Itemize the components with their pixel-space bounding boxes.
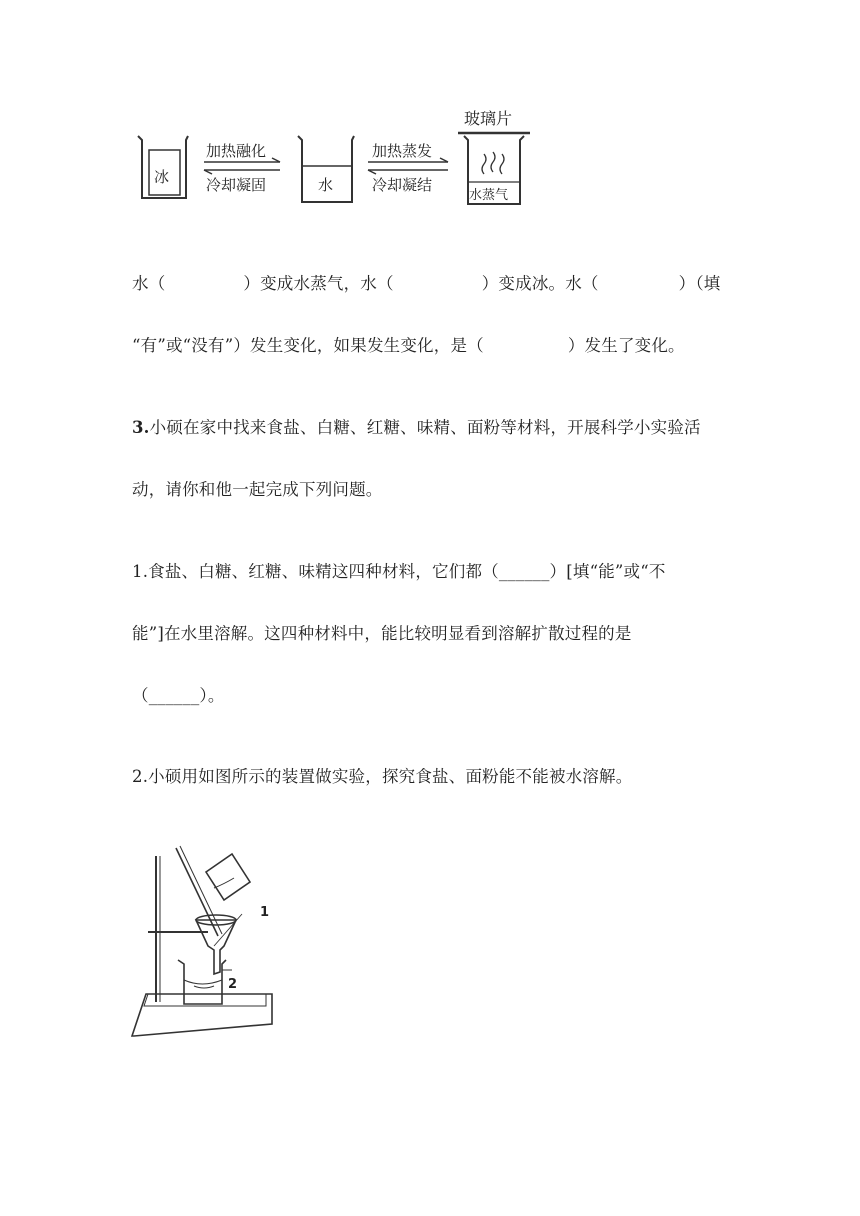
fill-line-1: 水（ ）变成水蒸气，水（ ）变成冰。水（ ）（填 bbox=[132, 274, 721, 293]
fill-line-2: “有”或“没有”）发生变化，如果发生变化，是（ ）发生了变化。 bbox=[132, 336, 685, 355]
label-1: 1 bbox=[260, 905, 270, 920]
ice-label: 冰 bbox=[154, 168, 170, 186]
glass-plate-label: 玻璃片 bbox=[464, 109, 513, 128]
sub-question-1-line-3: （______）。 bbox=[132, 686, 225, 705]
arrow1-bottom-label: 冷却凝固 bbox=[206, 176, 267, 194]
stand-base bbox=[132, 994, 272, 1036]
question-3-line-1: 3.小硕在家中找来食盐、白糖、红糖、味精、面粉等材料，开展科学小实验活 bbox=[132, 418, 701, 437]
filtration-apparatus-diagram bbox=[128, 842, 288, 1042]
sub-question-1-line-2: 能”]在水里溶解。这四种材料中，能比较明显看到溶解扩散过程的是 bbox=[132, 624, 632, 643]
vapor-label: 水蒸气 bbox=[469, 188, 509, 203]
arrow2-top-label: 加热蒸发 bbox=[372, 142, 433, 160]
label-2: 2 bbox=[228, 977, 238, 992]
phase-change-diagram bbox=[130, 100, 540, 215]
receiving-beaker bbox=[178, 960, 226, 1004]
water-label: 水 bbox=[318, 176, 334, 194]
arrow1-top-label: 加热融化 bbox=[206, 142, 267, 160]
question-3-line-2: 动，请你和他一起完成下列问题。 bbox=[132, 480, 383, 499]
sub-question-1-line-1: 1.食盐、白糖、红糖、味精这四种材料，它们都（______）[填“能”或“不 bbox=[132, 562, 666, 581]
sub-question-2-line-1: 2.小硕用如图所示的装置做实验，探究食盐、面粉能不能被水溶解。 bbox=[132, 767, 633, 786]
steam-icon bbox=[482, 152, 504, 174]
question-number: 3. bbox=[132, 418, 150, 437]
pouring-beaker bbox=[206, 854, 250, 900]
arrow2-bottom-label: 冷却凝结 bbox=[372, 176, 433, 194]
